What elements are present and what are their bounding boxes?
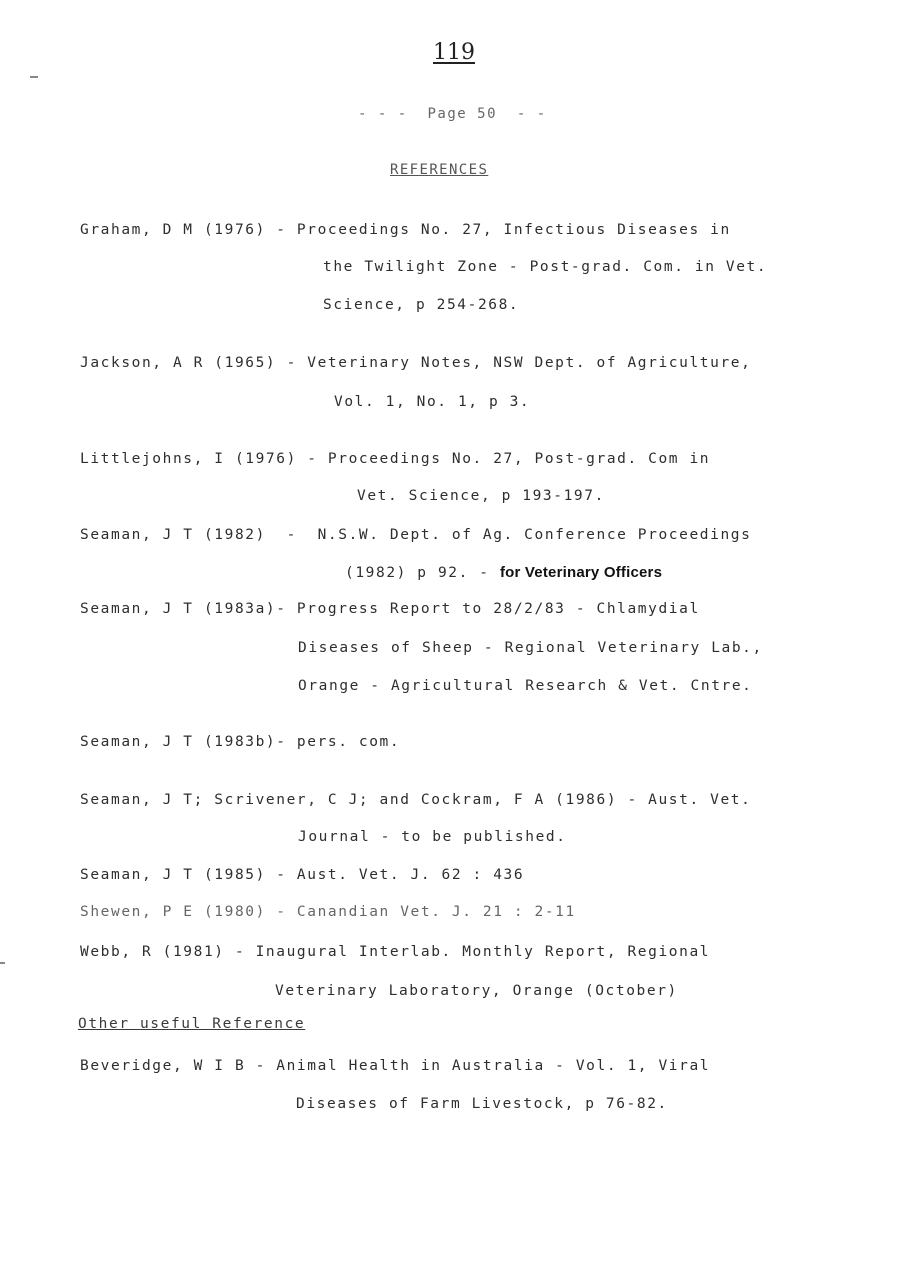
ref-seaman-1985: Seaman, J T (1985) - Aust. Vet. J. 62 : 436 (80, 867, 525, 883)
other-reference-heading: Other useful Reference (78, 1016, 306, 1032)
ref-seaman-1982-line-1: Seaman, J T (1982) - N.S.W. Dept. of Ag. Conference Proceedings (80, 527, 752, 543)
ref-seaman-1982-line-2 (345, 564, 662, 581)
ref-webb-line-1: Webb, R (1981) - Inaugural Interlab. Monthly Report, Regional (80, 944, 711, 960)
ref-seaman-1986-line-1: Seaman, J T; Scrivener, C J; and Cockram, F A (1986) - Aust. Vet. (80, 792, 752, 808)
ref-seaman-1982-typed: (1982) p 92. - (345, 565, 500, 581)
ref-graham-line-1: Graham, D M (1976) - Proceedings No. 27, Infectious Diseases in (80, 222, 731, 238)
ref-graham-line-3: Science, p 254-268. (323, 297, 520, 313)
ref-jackson-line-2: Vol. 1, No. 1, p 3. (334, 394, 531, 410)
ref-seaman-1986-line-2: Journal - to be published. (298, 829, 567, 845)
margin-mark (30, 76, 38, 78)
ref-beveridge-line-1: Beveridge, W I B - Animal Health in Australia - Vol. 1, Viral (80, 1058, 711, 1074)
ref-seaman-1983a-line-1: Seaman, J T (1983a)- Progress Report to 28/2/83 - Chlamydial (80, 601, 700, 617)
ref-littlejohns-line-1: Littlejohns, I (1976) - Proceedings No. 27, Post-grad. Com in (80, 451, 711, 467)
margin-mark-2 (0, 962, 5, 964)
ref-seaman-1983b: Seaman, J T (1983b)- pers. com. (80, 734, 401, 750)
ref-webb-line-2: Veterinary Laboratory, Orange (October) (275, 983, 678, 999)
page-label: - - - Page 50 - - (358, 106, 547, 122)
ref-seaman-1983a-line-3: Orange - Agricultural Research & Vet. Cntre. (298, 678, 753, 694)
ref-graham-line-2: the Twilight Zone - Post-grad. Com. in Vet. (323, 259, 768, 275)
handwritten-page-number: 119 (433, 40, 475, 65)
handwritten-note: for Veterinary Officers (499, 564, 663, 581)
ref-seaman-1983a-line-2: Diseases of Sheep - Regional Veterinary Lab., (298, 640, 763, 656)
ref-beveridge-line-2: Diseases of Farm Livestock, p 76-82. (296, 1096, 668, 1112)
references-heading: REFERENCES (390, 162, 489, 178)
ref-jackson-line-1: Jackson, A R (1965) - Veterinary Notes, NSW Dept. of Agriculture, (80, 355, 752, 371)
ref-shewen: Shewen, P E (1980) - Canandian Vet. J. 21 : 2-11 (80, 904, 576, 920)
ref-littlejohns-line-2: Vet. Science, p 193-197. (357, 488, 605, 504)
